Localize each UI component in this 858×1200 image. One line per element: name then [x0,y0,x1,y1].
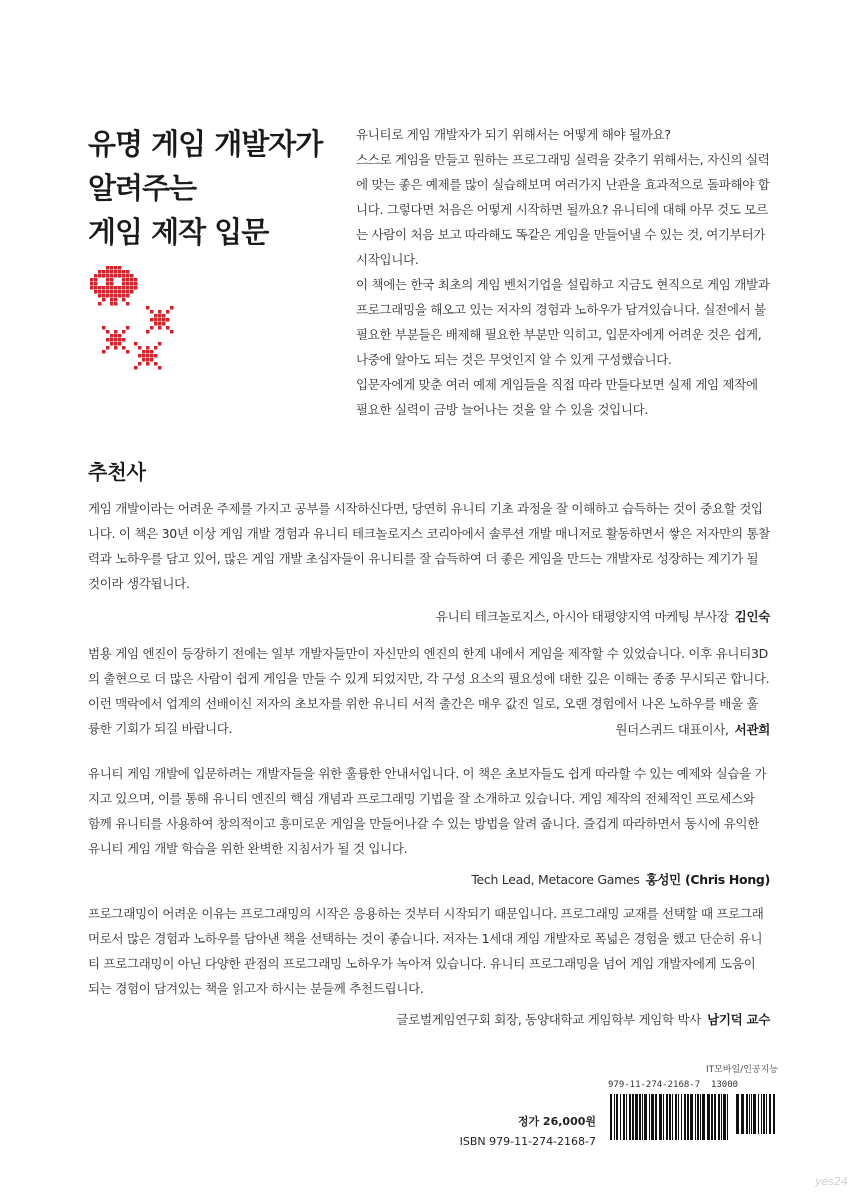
recommender-affiliation: Tech Lead, Metacore Games [471,872,640,887]
intro-paragraph-2: 스스로 게임을 만들고 원하는 프로그래밍 실력을 갖추기 위해서는, 자신의 실력에 맞는 좋은 예제를 많이 실습해보며 여러가지 난관을 효과적으로 돌파해야 합니다. 그렇다면 처음은 어떻게 시작하면 될까요? 유니티에 대해 아무 것도 모르는 사람이 처음 보고 따라해도 똑같은 게임을 만들어낼 수 있는 것, 여기부터가 시작입니다. [356,152,770,267]
title-line-3: 게임 제작 입문 [88,215,269,249]
recommendation-text: 게임 개발이라는 어려운 주제를 가지고 공부를 시작하신다면, 당연히 유니티 기초 과정을 잘 이해하고 습득하는 것이 중요할 것입니다. 이 책은 30년 이상 게임 개발 경험과 유니티 테크놀로지스 코리아에서 솔루션 개발 매니저로 활동하면서 쌓은 저자만의 통찰력과 노하우를 담고 있어, 많은 게임 개발 초심자들이 유니티를 잘 습득하여 더 좋은 게임을 만드는 개발자로 성장하는 계기가 될 것이라 생각됩니다. [88,501,770,591]
title-line-2: 알려주는 [88,171,197,205]
recommendation-signature [88,1007,770,1032]
barcode-digits [608,1080,738,1090]
price-label: 정가 26,000원 [517,1115,596,1128]
book-title [88,122,358,254]
intro-paragraph-3: 이 책에는 한국 최초의 게임 벤처기업을 설립하고 지금도 현직으로 게임 개발과 프로그래밍을 해오고 있는 저자의 경험과 노하우가 담겨있습니다. 실전에서 불필요한 부분들은 배제해 필요한 부분만 익히고, 입문자에게 어려운 것은 쉽게, 나중에 알아도 되는 것은 무엇인지 알 수 있게 구성했습니다. [356,277,770,367]
recommender-affiliation: 유니티 테크놀로지스, 아시아 태평양지역 마케팅 부사장 [435,609,729,624]
barcode-area [608,1062,778,1142]
title-line-1: 유명 게임 개발자가 [88,127,323,161]
watermark: yes24 [814,1175,848,1188]
recommendation-text: 유니티 게임 개발에 입문하려는 개발자들을 위한 훌륭한 안내서입니다. 이 책은 초보자들도 쉽게 따라할 수 있는 예제와 실습을 가지고 있으며, 이를 통해 유니티 엔진의 핵심 개념과 프로그래밍 기법을 잘 소개하고 있습니다. 게임 제작의 전체적인 프로세스와 함께 유니티를 사용하여 창의적이고 흥미로운 게임을 만들어나갈 수 있는 방법을 알려 줍니다. 즐겁게 따라하면서 동시에 유익한 유니티 게임 개발 학습을 위한 완벽한 지침서가 될 것 입니다. [88,766,767,856]
recommender-affiliation: 원더스퀴드 대표이사, [615,722,729,737]
isbn-label: ISBN 979-11-274-2168-7 [459,1135,596,1148]
recommendations-heading: 추천사 [88,460,146,484]
intro-paragraph-4: 입문자에게 맞춘 여러 예제 게임들을 직접 따라 만들다보면 실제 게임 제작에 필요한 실력이 금방 늘어나는 것을 알 수 있을 것입니다. [356,377,758,417]
red-pixel-character-icon [82,262,192,382]
recommendation-signature [88,604,770,629]
recommender-name: 서관희 [734,722,770,737]
recommendation-signature [605,717,770,742]
barcode-isbn-digits: 979-11-274-2168-7 [608,1080,701,1090]
recommendation-3 [88,761,770,892]
recommender-name: 김인숙 [734,609,770,624]
barcode-addon-digits: 13000 [710,1080,739,1090]
barcode-icon [610,1094,778,1140]
intro-text [356,122,770,422]
recommendation-text: 프로그래밍이 어려운 이유는 프로그래밍의 시작은 응용하는 것부터 시작되기 때문입니다. 프로그래밍 교재를 선택할 때 프로그래머로서 많은 경험과 노하우를 담아낸 책을 선택하는 것이 좋습니다. 저자는 1세대 게임 개발자로 폭넓은 경험을 했고 단순히 유니티 프로그래밍이 아닌 다양한 관점의 프로그래밍 노하우가 녹아져 있습니다. 유니티 프로그래밍을 넘어 게임 개발자에게 도움이 되는 경험이 담겨있는 책을 읽고자 하시는 분들께 추천드립니다. [88,906,764,996]
price-block [456,1112,596,1152]
recommender-affiliation: 글로벌게임연구회 회장, 동양대학교 게임학부 게임학 박사 [396,1012,702,1027]
intro-paragraph-1: 유니티로 게임 개발자가 되기 위해서는 어떻게 해야 될까요? [356,127,671,142]
recommender-name: 홍성민 (Chris Hong) [645,872,770,887]
recommendation-4 [88,901,770,1032]
recommendation-signature [88,867,770,892]
recommendation-body: 범용 게임 엔진이 등장하기 전에는 일부 개발자들만이 자신만의 엔진의 한계 내에서 게임을 제작할 수 있었습니다. 이후 유니티3D의 출현으로 더 많은 사람이 쉽게 게임을 만들 수 있게 되었지만, 각 구성 요소의 필요성에 대한 깊은 이해는 종종 무시되곤 합니다. 이런 맥락에서 업계의 선배이신 저자의 초보자를 위한 유니티 서적 출간은 매우 값진 일로, 오랜 경험에서 나온 노하우를 배울 훌륭한 기회가 되길 바랍니다. [88,646,770,736]
recommendation-1 [88,496,770,629]
category-label: IT모바일/인공지능 [705,1065,778,1075]
recommender-name: 남기덕 교수 [707,1012,770,1027]
recommendation-2 [88,641,770,741]
